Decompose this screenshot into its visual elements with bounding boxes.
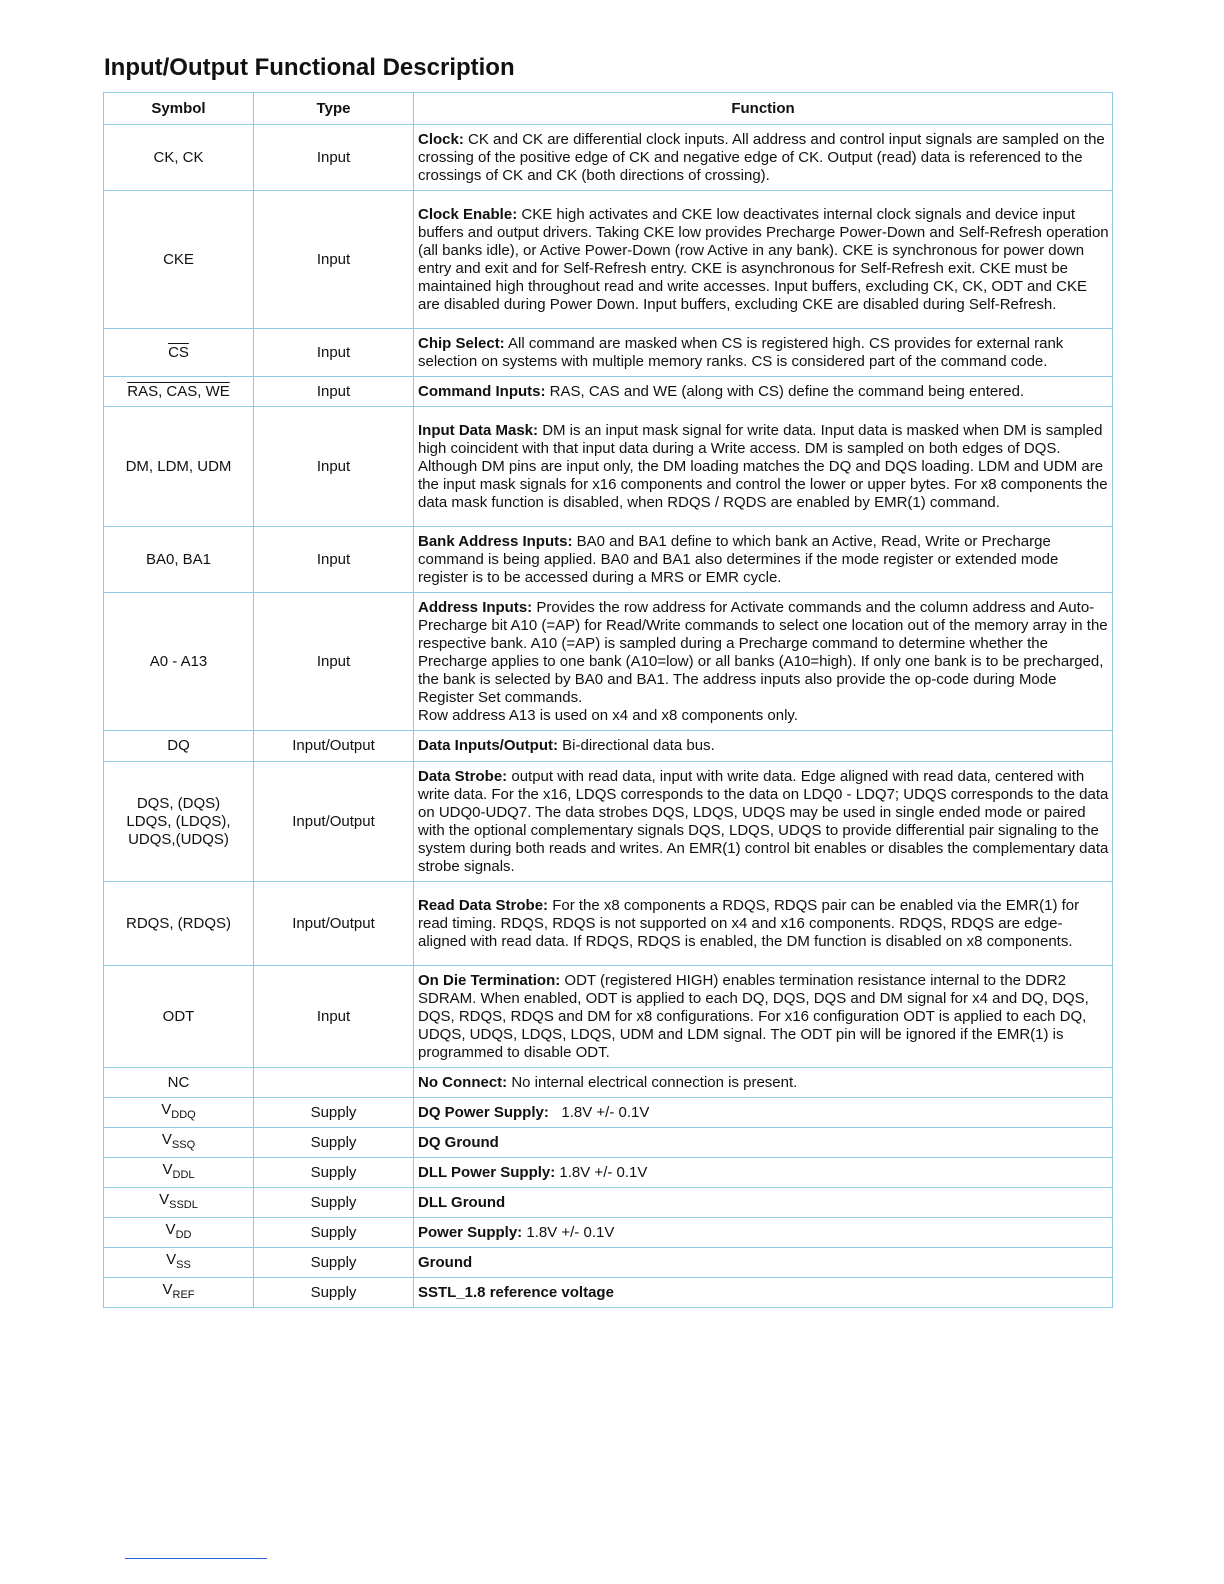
table-row: [104, 1158, 1113, 1188]
table-row: [104, 1188, 1113, 1218]
function-text: No internal electrical connection is present.: [511, 1073, 798, 1091]
table-row: [104, 527, 1113, 593]
table-row: [104, 731, 1113, 762]
symbol-cell: ODT: [104, 966, 254, 1068]
symbol-cell: [104, 329, 254, 377]
function-title: On Die Termination:: [418, 971, 561, 989]
symbol-text: V: [161, 1131, 172, 1148]
function-title: Clock:: [418, 130, 464, 148]
function-title: Power Supply:: [418, 1223, 523, 1241]
type-cell: [254, 1068, 414, 1098]
symbol-cell: [104, 762, 254, 882]
symbol-cell: [104, 377, 254, 407]
function-text: 1.8V +/- 0.1V: [526, 1223, 615, 1241]
function-title: DQ Power Supply:: [418, 1103, 549, 1121]
function-title: DQ Ground: [418, 1133, 499, 1151]
header-symbol: Symbol: [104, 93, 254, 125]
type-cell: Input/Output: [254, 882, 414, 966]
header-function: Function: [414, 93, 1113, 125]
symbol-text: V: [165, 1221, 176, 1238]
function-cell: [414, 966, 1113, 1068]
function-cell: [414, 1068, 1113, 1098]
symbol-text: $\overline{CS}$: [168, 343, 189, 361]
table-row: [104, 125, 1113, 191]
function-cell: [414, 191, 1113, 329]
table-row: [104, 1218, 1113, 1248]
table-row: [104, 966, 1113, 1068]
function-title: SSTL_1.8 reference voltage: [418, 1283, 614, 1301]
function-cell: [414, 1098, 1113, 1128]
symbol-subscript: DDQ: [171, 1109, 196, 1121]
function-cell: [414, 407, 1113, 527]
function-cell: [414, 329, 1113, 377]
type-cell: Input: [254, 407, 414, 527]
function-cell: [414, 1278, 1113, 1308]
function-cell: [414, 1188, 1113, 1218]
function-text: DM is an input mask signal for write data. Input data is masked when DM is sampled high coincident with that input data during a Write access. DM is sampled on both edges of DQS. Although DM pins are input only, the DM loading matches the DQ and DQS loading. LDM and UDM are the input mask signals for x16 components and control the lower or upper bytes. For x8 components the data mask function is disabled, when RDQS / RQDS are enabled by EMR(1) command.: [418, 421, 1108, 511]
symbol-text: V: [162, 1161, 173, 1178]
function-title: No Connect:: [418, 1073, 508, 1091]
function-title: Address Inputs:: [418, 598, 533, 616]
symbol-cell: [104, 1098, 254, 1128]
symbol-text: RAS, CAS, WE: [127, 382, 230, 400]
function-text: RAS, CAS and WE (along with CS) define the command being entered.: [549, 382, 1025, 400]
function-cell: [414, 762, 1113, 882]
type-cell: Supply: [254, 1248, 414, 1278]
header-type: Type: [254, 93, 414, 125]
footnote-divider: [125, 1558, 267, 1559]
function-title: Clock Enable:: [418, 205, 518, 223]
page-title: Input/Output Functional Description: [104, 54, 515, 81]
function-text: BA0 and BA1 define to which bank an Active, Read, Write or Precharge command is being applied. BA0 and BA1 also determines if the mode register or extended mode register is to be accessed during a MRS or EMR cycle.: [418, 532, 1059, 586]
symbol-cell: [104, 1218, 254, 1248]
function-title: DLL Power Supply:: [418, 1163, 556, 1181]
function-cell: [414, 527, 1113, 593]
symbol-text: V: [161, 1101, 172, 1118]
symbol-cell: [104, 1278, 254, 1308]
type-cell: Input: [254, 329, 414, 377]
symbol-cell: DQ: [104, 731, 254, 762]
symbol-cell: BA0, BA1: [104, 527, 254, 593]
symbol-subscript: DD: [175, 1229, 192, 1241]
function-title: Ground: [418, 1253, 473, 1271]
function-text: For the x8 components a RDQS, RDQS pair can be enabled via the EMR(1) for read timing. RDQS, RDQS is not supported on x4 and x16 components. RDQS, RDQS are edge-aligned with read data. If RDQS, RDQS is enabled, the DM function is disabled on x8 components.: [418, 896, 1080, 950]
table-row: [104, 377, 1113, 407]
function-text-extra: Row address A13 is used on x4 and x8 components only.: [418, 706, 798, 724]
type-cell: Supply: [254, 1098, 414, 1128]
function-title: Input Data Mask:: [418, 421, 539, 439]
symbol-cell: [104, 1128, 254, 1158]
symbol-text: V: [159, 1191, 170, 1208]
table-row: [104, 329, 1113, 377]
symbol-cell: A0 - A13: [104, 593, 254, 731]
function-title: Data Strobe:: [418, 767, 508, 785]
symbol-cell: [104, 1188, 254, 1218]
function-cell: [414, 882, 1113, 966]
symbol-cell: RDQS, (RDQS): [104, 882, 254, 966]
type-cell: Supply: [254, 1218, 414, 1248]
type-cell: Supply: [254, 1188, 414, 1218]
symbol-cell: [104, 1248, 254, 1278]
symbol-subscript: REF: [172, 1289, 195, 1301]
function-title: Bank Address Inputs:: [418, 532, 573, 550]
table-row: [104, 1278, 1113, 1308]
table-row: [104, 1098, 1113, 1128]
function-cell: [414, 593, 1113, 731]
symbol-line: DQS, (DQS): [136, 794, 221, 812]
function-text: output with read data, input with write data. Edge aligned with read data, centered with write data. For the x16, LDQS corresponds to the data on LDQ0 - LDQ7; UDQS corresponds to the data on UDQ0-UDQ7. The data strobes DQS, LDQS, UDQS may be used in single ended mode or paired with the optional complementary signals DQS, LDQS, UDQS to provide differential pair signaling to the system during both reads and writes. An EMR(1) control bit enables or disables the complementary data strobe signals.: [418, 767, 1109, 875]
function-cell: [414, 1158, 1113, 1188]
function-title: Read Data Strobe:: [418, 896, 549, 914]
function-title: Data Inputs/Output:: [418, 737, 558, 754]
symbol-cell: NC: [104, 1068, 254, 1098]
function-cell: [414, 1248, 1113, 1278]
table-row: [104, 1128, 1113, 1158]
type-cell: Input: [254, 593, 414, 731]
table-row: [104, 593, 1113, 731]
symbol-subscript: SS: [176, 1259, 191, 1271]
type-cell: Supply: [254, 1158, 414, 1188]
type-cell: Input: [254, 191, 414, 329]
table-row: [104, 1068, 1113, 1098]
table-row: [104, 407, 1113, 527]
function-text: Provides the row address for Activate commands and the column address and Auto-Precharge bit A10 (=AP) for Read/Write commands to select one location out of the memory array in the respective bank. A10 (=AP) is sampled during a Precharge command to determine whether the Precharge applies to one bank (A10=low) or all banks (A10=high). If only one bank is to be precharged, the bank is selected by BA0 and BA1. The address inputs also provide the op-code during Mode Register Set commands.: [418, 598, 1108, 706]
symbol-cell: CKE: [104, 191, 254, 329]
type-cell: Input/Output: [254, 731, 414, 762]
symbol-subscript: DDL: [172, 1169, 195, 1181]
symbol-line: LDQS, (LDQS),: [126, 812, 231, 830]
symbol-text: V: [166, 1251, 177, 1268]
function-title: Command Inputs:: [418, 382, 546, 400]
io-description-table: [103, 92, 1113, 1308]
type-cell: Input: [254, 527, 414, 593]
function-text: Bi-directional data bus.: [562, 737, 715, 754]
symbol-cell: [104, 1158, 254, 1188]
function-text: 1.8V +/- 0.1V: [553, 1103, 650, 1121]
symbol-subscript: SSDL: [169, 1199, 198, 1211]
symbol-subscript: SSQ: [171, 1139, 196, 1151]
function-text: CK and CK are differential clock inputs. All address and control input signals are sampled on the crossing of the positive edge of CK and negative edge of CK. Output (read) data is referenced to the crossings of CK and CK (both directions of crossing).: [418, 130, 1105, 184]
type-cell: Supply: [254, 1128, 414, 1158]
type-cell: Input/Output: [254, 762, 414, 882]
table-row: [104, 882, 1113, 966]
function-text: 1.8V +/- 0.1V: [559, 1163, 648, 1181]
type-cell: Input: [254, 377, 414, 407]
function-text: ODT (registered HIGH) enables termination resistance internal to the DDR2 SDRAM. When enabled, ODT is applied to each DQ, DQS, DQS and DM signal for x4 and DQ, DQS, DQS, RDQS, RDQS and DM for x8 configurations. For x16 configuration ODT is applied to each DQ, UDQS, UDQS, LDQS, LDQS, UDM and LDM signal. The ODT pin will be ignored if the EMR(1) is programmed to disable ODT.: [418, 971, 1089, 1061]
function-cell: [414, 125, 1113, 191]
symbol-line: UDQS,(UDQS): [128, 830, 229, 848]
type-cell: Input: [254, 125, 414, 191]
function-cell: [414, 1218, 1113, 1248]
table-row: [104, 762, 1113, 882]
function-cell: [414, 1128, 1113, 1158]
function-cell: [414, 377, 1113, 407]
function-text: CKE high activates and CKE low deactivates internal clock signals and device input buffers and output drivers. Taking CKE low provides Precharge Power-Down and Self-Refresh operation (all banks idle), or Active Power-Down (row Active in any bank). CKE is synchronous for power down entry and exit and for Self-Refresh entry. CKE is asynchronous for Self-Refresh exit. CKE must be maintained high throughout read and write accesses. Input buffers, excluding CK, CK, ODT and CKE are disabled during Power Down. Input buffers, excluding CKE are disabled during Self-Refresh.: [418, 205, 1109, 313]
table-row: [104, 191, 1113, 329]
function-title: DLL Ground: [418, 1193, 506, 1211]
table-header-row: [104, 93, 1113, 125]
function-title: Chip Select:: [418, 334, 505, 352]
symbol-cell: DM, LDM, UDM: [104, 407, 254, 527]
type-cell: Supply: [254, 1278, 414, 1308]
table-row: [104, 1248, 1113, 1278]
symbol-text: V: [162, 1281, 173, 1298]
function-cell: [414, 731, 1113, 762]
function-text: All command are masked when CS is registered high. CS provides for external rank selection on systems with multiple memory ranks. CS is considered part of the command code.: [418, 334, 1064, 370]
symbol-cell: CK, CK: [104, 125, 254, 191]
type-cell: Input: [254, 966, 414, 1068]
